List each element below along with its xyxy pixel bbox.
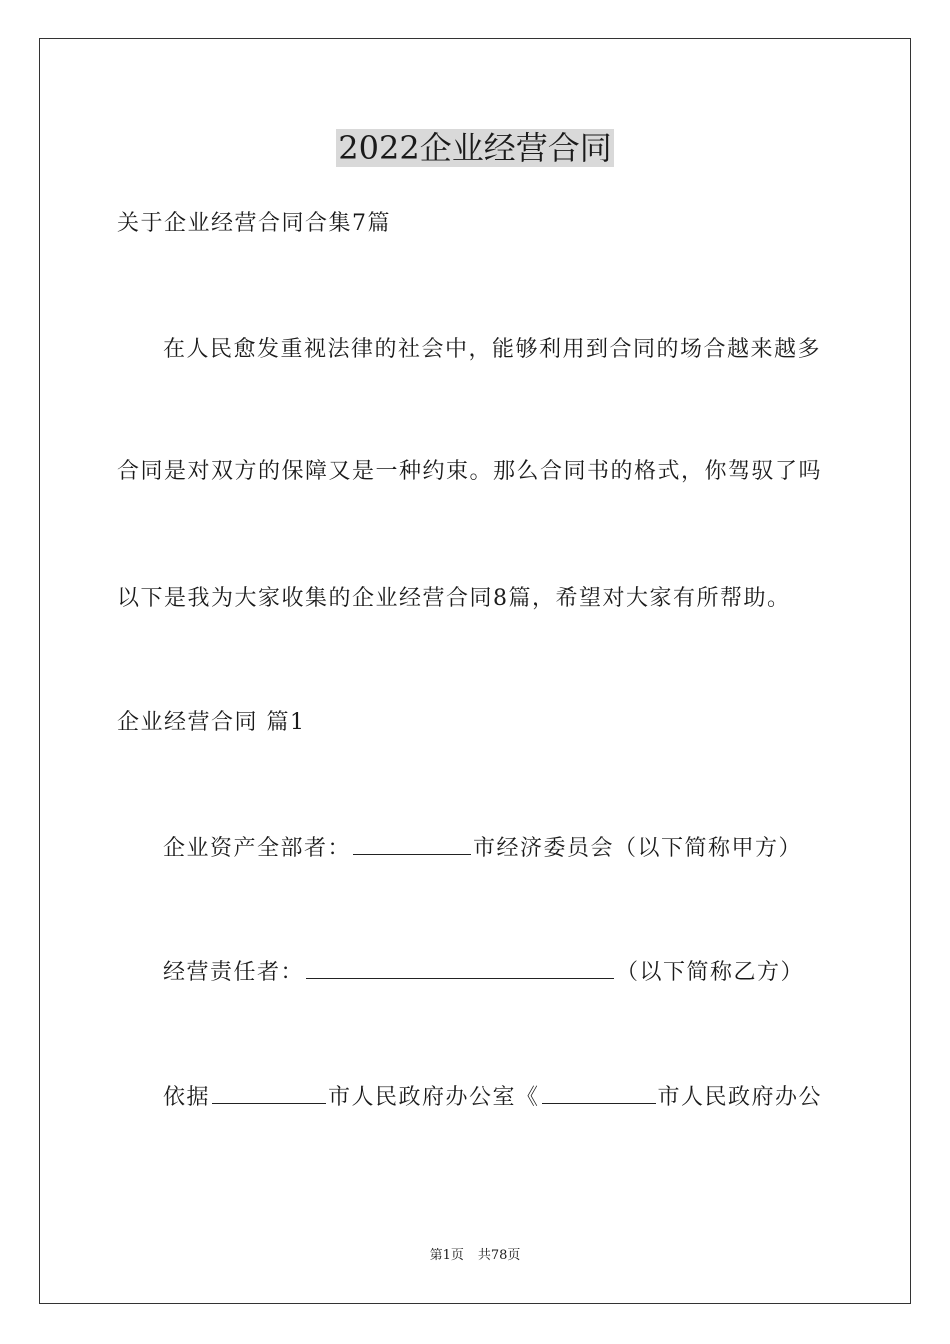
owner-suffix: 市经济委员会（以下简称甲方） bbox=[473, 836, 803, 861]
basis-suffix: 市人民政府办公 bbox=[657, 1085, 823, 1110]
page-total: 共78页 bbox=[477, 1248, 521, 1263]
owner-label: 企业资产全部者： bbox=[163, 836, 352, 861]
operator-label: 经营责任者： bbox=[163, 960, 305, 985]
operator-suffix: （以下简称乙方） bbox=[616, 960, 805, 985]
paragraph-2: 合同是对双方的保障又是一种约束。那么合同书的格式，你驾驭了吗 bbox=[117, 459, 823, 484]
owner-blank bbox=[353, 832, 471, 855]
owner-line bbox=[163, 832, 802, 864]
basis-blank-2 bbox=[542, 1081, 656, 1104]
operator-blank bbox=[306, 956, 614, 979]
document-title-text: 2022企业经营合同 bbox=[338, 129, 612, 167]
section-heading: 企业经营合同 篇1 bbox=[117, 710, 306, 735]
basis-mid: 市人民政府办公室《 bbox=[328, 1085, 540, 1110]
document-title bbox=[0, 126, 950, 170]
operator-line bbox=[163, 956, 804, 988]
document-subtitle: 关于企业经营合同合集7篇 bbox=[117, 211, 391, 236]
basis-prefix: 依据 bbox=[163, 1085, 211, 1110]
basis-line bbox=[163, 1081, 822, 1113]
page-footer bbox=[0, 1247, 950, 1265]
paragraph-3: 以下是我为大家收集的企业经营合同8篇，希望对大家有所帮助。 bbox=[117, 586, 791, 611]
paragraph-1: 在人民愈发重视法律的社会中，能够利用到合同的场合越来越多 bbox=[163, 337, 822, 362]
basis-blank-1 bbox=[212, 1081, 326, 1104]
page-number: 第1页 bbox=[429, 1248, 464, 1263]
